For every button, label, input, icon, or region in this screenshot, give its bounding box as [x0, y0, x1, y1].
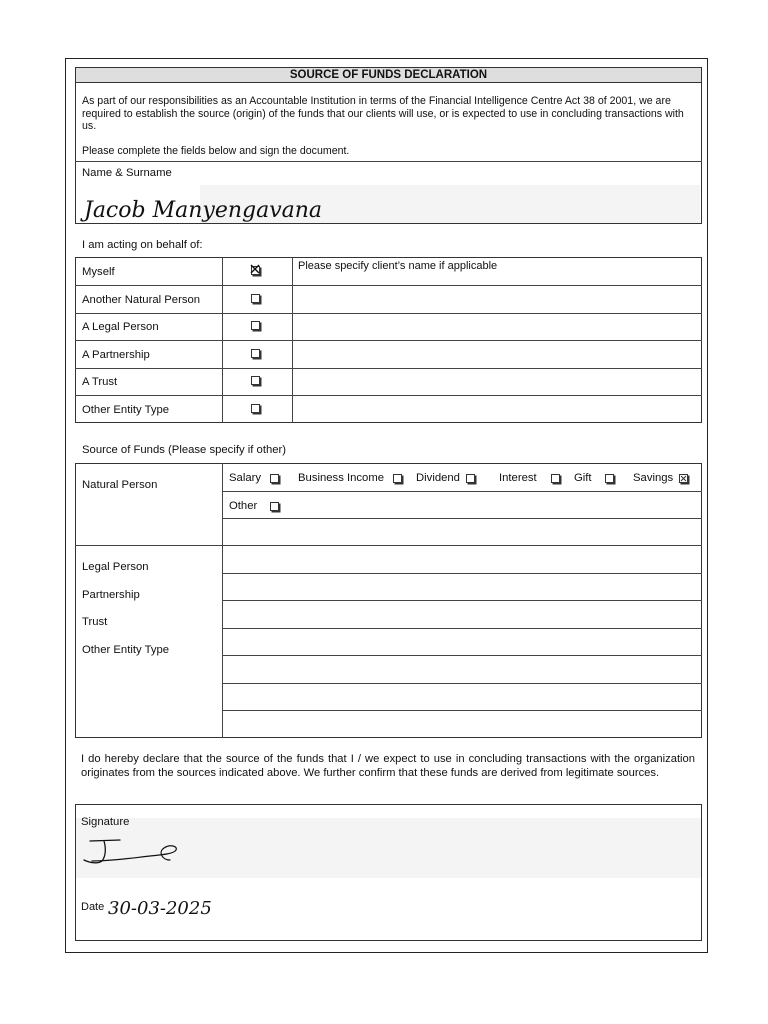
client-name-header: Please specify client’s name if applicable [298, 260, 498, 272]
divider [222, 628, 702, 629]
divider [222, 491, 702, 492]
fund-source-label: Salary [229, 472, 262, 484]
another-natural-person-checkbox[interactable] [251, 294, 260, 303]
source-label: Source of Funds (Please specify if other) [82, 444, 287, 456]
check-mark-icon [679, 474, 688, 483]
signature-image [82, 836, 182, 868]
form-title: SOURCE OF FUNDS DECLARATION [75, 67, 702, 83]
entity-label: Legal Person [82, 561, 149, 573]
fund-source-label: Business Income [298, 472, 385, 484]
other-source-checkbox[interactable] [270, 502, 279, 511]
acting-option-label: A Legal Person [82, 321, 159, 333]
acting-option-label: Another Natural Person [82, 294, 201, 306]
other-entity-checkbox[interactable] [251, 404, 260, 413]
entity-label: Partnership [82, 589, 140, 601]
divider [222, 655, 702, 656]
declaration-text: I do hereby declare that the source of the funds that I / we expect to use in concluding transactions with the organization originates from the sources indicated above. We further confirm that these funds are derived from legitimate sources. [81, 753, 695, 779]
divider [222, 518, 702, 519]
divider [222, 600, 702, 601]
business-income-checkbox[interactable] [393, 474, 402, 483]
divider [75, 340, 702, 341]
divider [75, 161, 702, 162]
fund-source-label: Dividend [416, 472, 460, 484]
acting-option-label: Myself [82, 266, 115, 278]
name-value: Jacob Manyengavana [84, 198, 323, 223]
trust-checkbox[interactable] [251, 376, 260, 385]
acting-label: I am acting on behalf of: [82, 239, 203, 251]
fund-source-label: Gift [574, 472, 592, 484]
other-label: Other [229, 500, 258, 512]
dividend-checkbox[interactable] [466, 474, 475, 483]
divider [75, 395, 702, 396]
date-label: Date [81, 901, 105, 913]
acting-option-label: Other Entity Type [82, 404, 170, 416]
divider [75, 368, 702, 369]
legal-person-checkbox[interactable] [251, 321, 260, 330]
date-value: 30-03-2025 [108, 898, 212, 919]
divider [75, 313, 702, 314]
partnership-checkbox[interactable] [251, 349, 260, 358]
entity-label: Other Entity Type [82, 644, 170, 656]
fund-source-label: Interest [499, 472, 537, 484]
divider [222, 710, 702, 711]
divider [222, 683, 702, 684]
divider [75, 545, 702, 546]
fund-source-label: Savings [633, 472, 674, 484]
divider [222, 573, 702, 574]
divider [75, 285, 702, 286]
interest-checkbox[interactable] [551, 474, 560, 483]
instruction-text: Please complete the fields below and sign the document. [82, 145, 350, 157]
acting-option-label: A Partnership [82, 349, 150, 361]
check-mark-icon [249, 263, 261, 275]
signature-label: Signature [81, 816, 130, 828]
salary-checkbox[interactable] [270, 474, 279, 483]
acting-option-label: A Trust [82, 376, 118, 388]
name-label: Name & Surname [82, 167, 172, 179]
entity-label: Trust [82, 616, 108, 628]
gift-checkbox[interactable] [605, 474, 614, 483]
natural-person-label: Natural Person [82, 479, 158, 491]
intro-text: As part of our responsibilities as an Accountable Institution in terms of the Financial Intelligence Centre Act 38 of 2001, we are required to establish the source (origin) of the funds that our clients will use, or is expected to use in concluding transactions with us. [82, 95, 684, 133]
